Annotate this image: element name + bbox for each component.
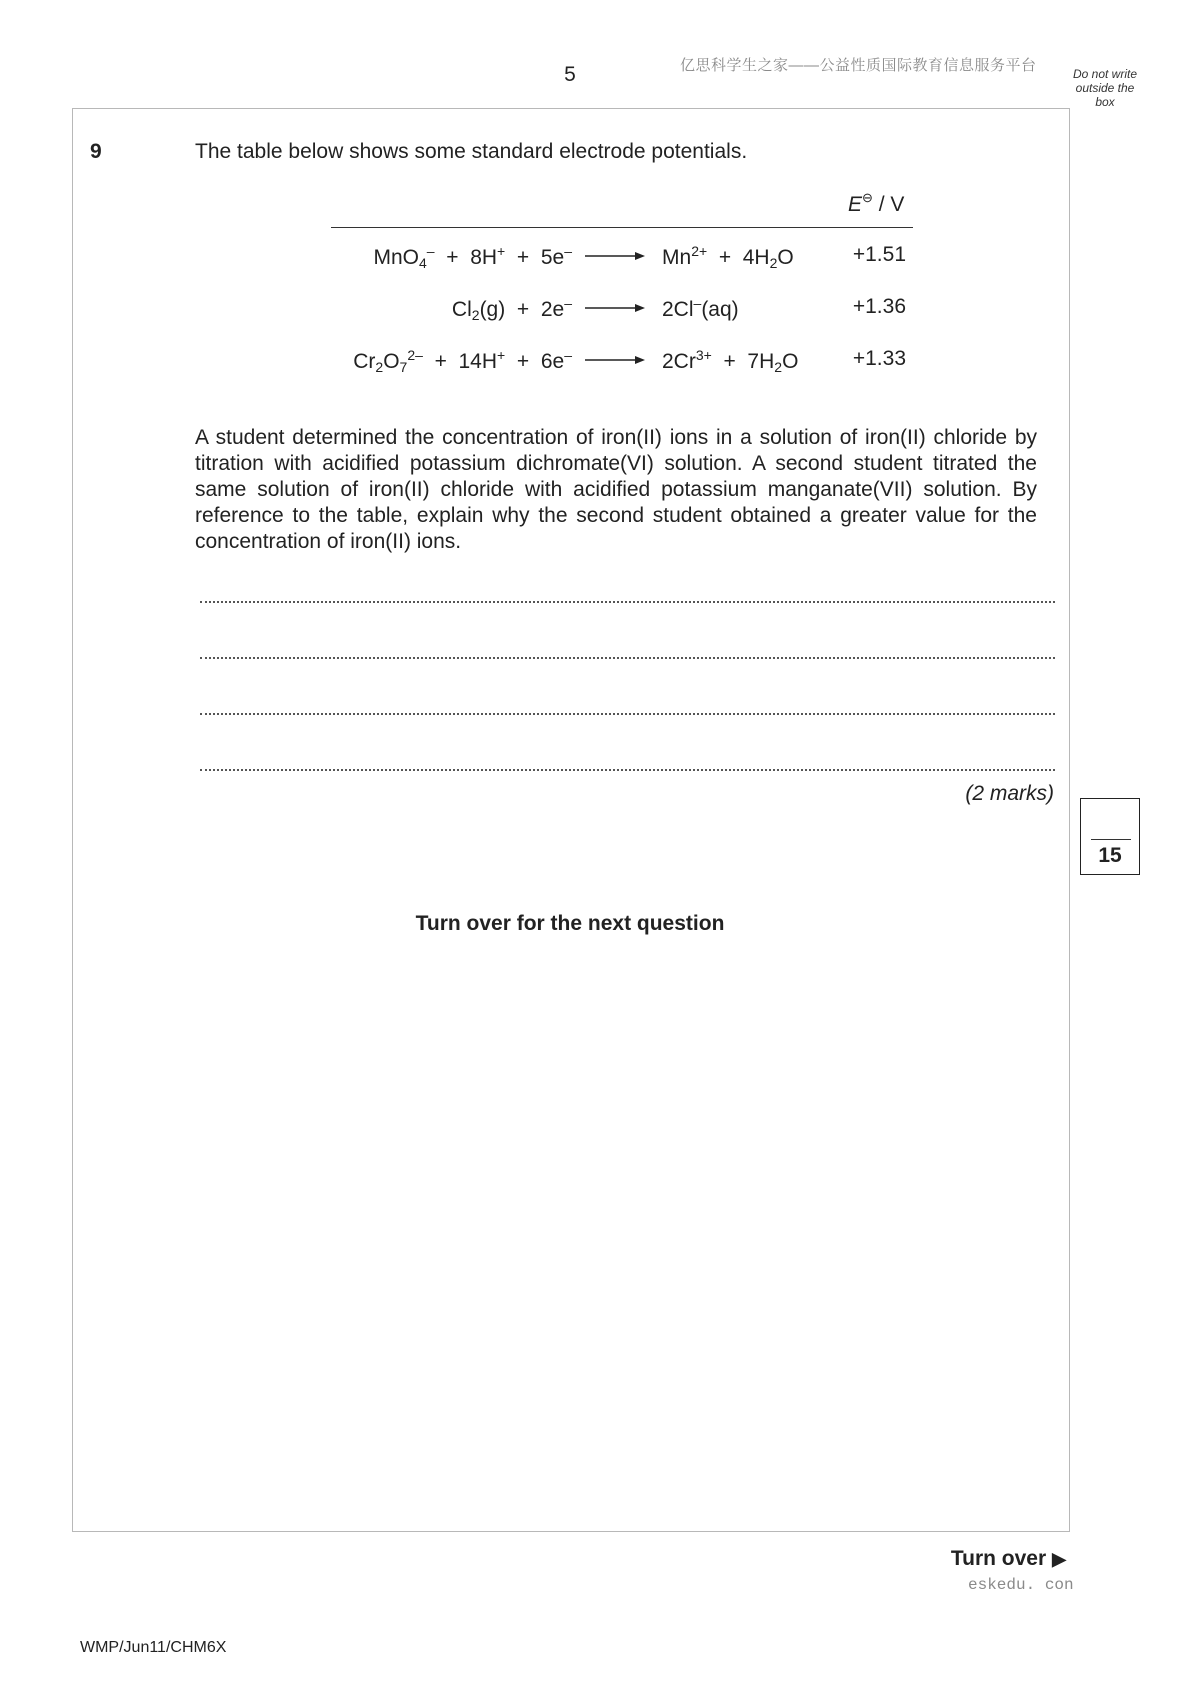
- site-watermark: eskedu. con: [968, 1576, 1074, 1594]
- answer-line[interactable]: [200, 769, 1055, 771]
- reaction-arrow-icon: [585, 300, 645, 316]
- table-rule: [331, 227, 913, 228]
- equation-fragment: O: [383, 350, 400, 373]
- equation-fragment: –: [564, 243, 572, 259]
- equation-fragment: 7: [399, 359, 408, 375]
- equation-fragment: 2Cr: [662, 350, 696, 373]
- equation-fragment: 3+: [695, 347, 712, 363]
- table-column-header: [848, 190, 904, 217]
- equation-fragment: 2+: [691, 243, 708, 259]
- answer-line[interactable]: [200, 657, 1055, 659]
- question-intro: The table below shows some standard electrode potentials.: [195, 140, 748, 163]
- equation-fragment: + 4H: [707, 246, 770, 269]
- equation-fragment: + 14H: [422, 350, 498, 373]
- half-equation-right: [662, 295, 739, 322]
- paper-code: WMP/Jun11/CHM6X: [80, 1639, 227, 1656]
- half-equation-right: [662, 347, 798, 375]
- half-equation-left: [353, 347, 572, 375]
- equation-fragment: –: [564, 347, 572, 363]
- equation-fragment: 2: [774, 359, 783, 375]
- equation-fragment: –: [564, 295, 572, 311]
- equation-fragment: + 7H: [711, 350, 775, 373]
- answer-line[interactable]: [200, 713, 1055, 715]
- equation-fragment: 2–: [407, 347, 423, 363]
- equation-fragment: Cl: [451, 298, 472, 321]
- potential-value: +1.33: [852, 347, 906, 370]
- potential-value: +1.36: [852, 295, 906, 318]
- equation-fragment: +: [497, 347, 506, 363]
- equation-fragment: O: [782, 350, 799, 373]
- score-box-line: [1091, 839, 1131, 840]
- equation-fragment: + 5e: [505, 246, 565, 269]
- half-equation-right: [662, 243, 794, 271]
- equation-fragment: 4: [419, 255, 427, 271]
- potential-symbol: E: [848, 193, 863, 216]
- turn-over-next-question: Turn over for the next question: [415, 912, 725, 935]
- equation-fragment: O: [777, 246, 794, 269]
- standard-state-symbol: ⊖: [862, 190, 873, 205]
- half-equation-left: [452, 295, 572, 323]
- equation-fragment: + 6e: [505, 350, 565, 373]
- half-equation-left: [373, 243, 572, 271]
- equation-fragment: Cr: [353, 350, 376, 373]
- equation-fragment: (aq): [701, 298, 739, 321]
- equation-fragment: 2: [471, 307, 480, 323]
- score-total: 15: [1098, 844, 1122, 867]
- marks-label: (2 marks): [965, 782, 1054, 805]
- table-row: [0, 347, 1190, 377]
- equation-fragment: –: [693, 295, 702, 311]
- reaction-arrow-icon: [585, 248, 645, 264]
- equation-fragment: –: [426, 243, 435, 259]
- equation-fragment: (g) + 2e: [479, 298, 565, 321]
- table-row: [0, 295, 1190, 325]
- margin-note: Do not write outside the box: [1072, 67, 1138, 109]
- header-watermark: 亿思科学生之家——公益性质国际教育信息服务平台: [680, 57, 1037, 74]
- page-number: 5: [564, 63, 576, 86]
- potential-value: +1.51: [852, 243, 906, 266]
- column-unit: / V: [878, 193, 905, 216]
- turn-over-arrow-icon: ▶: [1052, 1549, 1066, 1569]
- score-box: [1080, 798, 1140, 875]
- question-number: 9: [90, 140, 102, 163]
- equation-fragment: 2: [769, 255, 778, 271]
- turn-over: [951, 1547, 1066, 1571]
- reaction-arrow-icon: [585, 352, 645, 368]
- equation-fragment: 2Cl: [662, 298, 694, 321]
- equation-fragment: +: [497, 243, 506, 259]
- answer-line[interactable]: [200, 601, 1055, 603]
- turn-over-label: Turn over: [950, 1547, 1047, 1570]
- table-row: [0, 243, 1190, 273]
- question-paragraph: A student determined the concentration of iron(II) ions in a solution of iron(II) chloride by titration with acidified potassium dichromate(VI) solution. A second student titrated the same solution of iron(II) chloride with acidified potassium manganate(VII) solution. By reference to the table, explain why the second student obtained a greater value for the concentration of iron(II) ions.: [195, 426, 1037, 553]
- equation-fragment: + 8H: [434, 246, 498, 269]
- equation-fragment: Mn: [662, 246, 692, 269]
- equation-fragment: MnO: [373, 246, 419, 269]
- equation-fragment: 2: [375, 359, 384, 375]
